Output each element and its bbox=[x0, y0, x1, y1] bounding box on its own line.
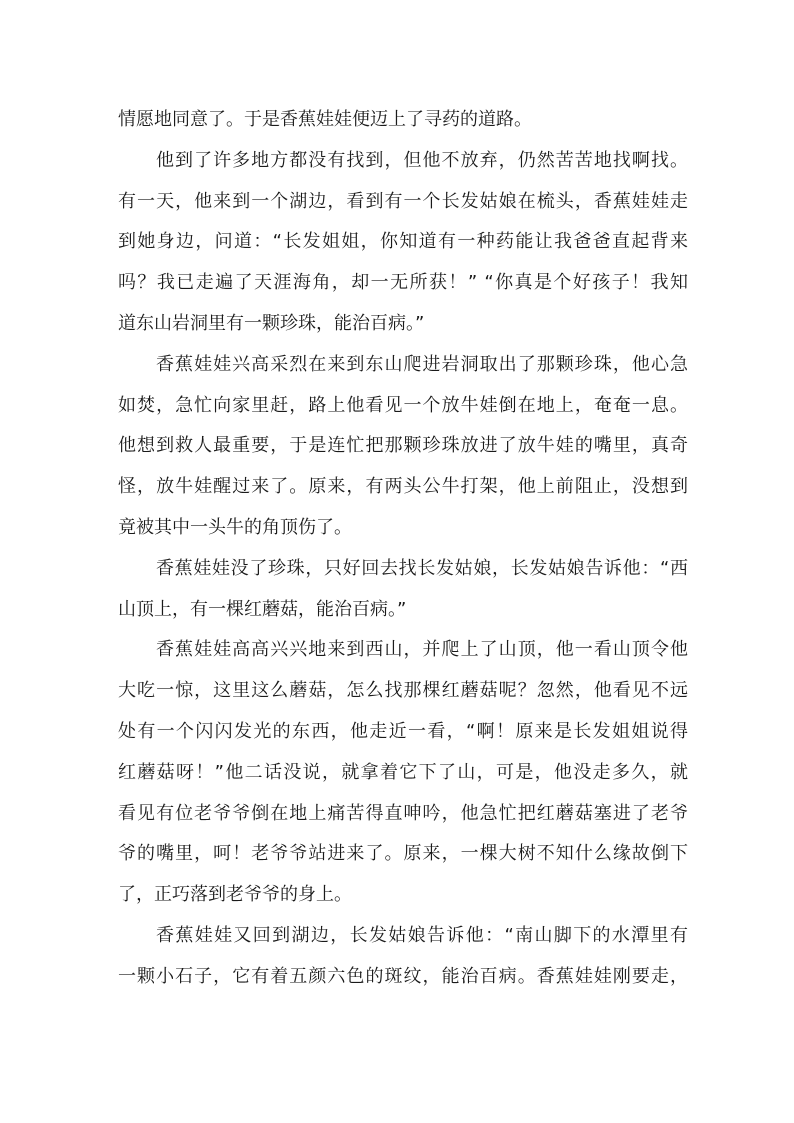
text-line: 香蕉娃娃高高兴兴地来到西山，并爬上了山顶，他一看山顶令他 bbox=[156, 639, 688, 661]
text-line: 他想到救人最重要，于是连忙把那颗珍珠放进了放牛娃的嘴里，真奇 bbox=[118, 435, 688, 457]
text-line: 了，正巧落到老爷爷的身上。 bbox=[118, 884, 352, 906]
text-line: 情愿地同意了。于是香蕉娃娃便迈上了寻药的道路。 bbox=[118, 109, 532, 130]
text-line: 有一天，他来到一个湖边，看到有一个长发姑娘在梳头，香蕉娃娃走 bbox=[118, 190, 688, 212]
text-line: 爷的嘴里，呵！老爷爷站进来了。原来，一棵大树不知什么缘故倒下 bbox=[118, 843, 688, 865]
text-line: 如焚，急忙向家里赶，路上他看见一个放牛娃倒在地上，奄奄一息。 bbox=[118, 394, 688, 416]
text-line: 到她身边，问道：“长发姐姐，你知道有一种药能让我爸爸直起背来 bbox=[118, 231, 688, 253]
text-line: 他到了许多地方都没有找到，但他不放弃，仍然苦苦地找啊找。 bbox=[156, 149, 688, 171]
text-line: 红蘑菇呀！”他二话没说，就拿着它下了山，可是，他没走多久，就 bbox=[118, 761, 688, 783]
text-line: 看见有位老爷爷倒在地上痛苦得直呻吟，他急忙把红蘑菇塞进了老爷 bbox=[118, 802, 688, 824]
text-line: 香蕉娃娃没了珍珠，只好回去找长发姑娘，长发姑娘告诉他：“西 bbox=[156, 557, 688, 579]
text-line: 香蕉娃娃又回到湖边，长发姑娘告诉他：“南山脚下的水潭里有 bbox=[156, 924, 688, 946]
text-line: 山顶上，有一棵红蘑菇，能治百病。” bbox=[118, 598, 407, 620]
text-line: 香蕉娃娃兴高采烈在来到东山爬进岩洞取出了那颗珍珠，他心急 bbox=[156, 353, 688, 375]
text-line: 怪，放牛娃醒过来了。原来，有两头公牛打架，他上前阻止，没想到 bbox=[118, 476, 688, 498]
text-line: 一颗小石子，它有着五颜六色的斑纹，能治百病。香蕉娃娃刚要走， bbox=[118, 965, 688, 987]
text-line: 道东山岩洞里有一颗珍珠，能治百病。” bbox=[118, 312, 425, 334]
text-line: 处有一个闪闪发光的东西，他走近一看，“啊！原来是长发姐姐说得 bbox=[118, 720, 688, 742]
text-line: 吗？我已走遍了天涯海角，却一无所获！” “你真是个好孩子！我知 bbox=[118, 272, 688, 294]
story-text bbox=[118, 100, 688, 998]
text-line: 竟被其中一头牛的角顶伤了。 bbox=[118, 516, 352, 538]
text-line: 大吃一惊，这里这么蘑菇，怎么找那棵红蘑菇呢？忽然，他看见不远 bbox=[118, 680, 688, 702]
